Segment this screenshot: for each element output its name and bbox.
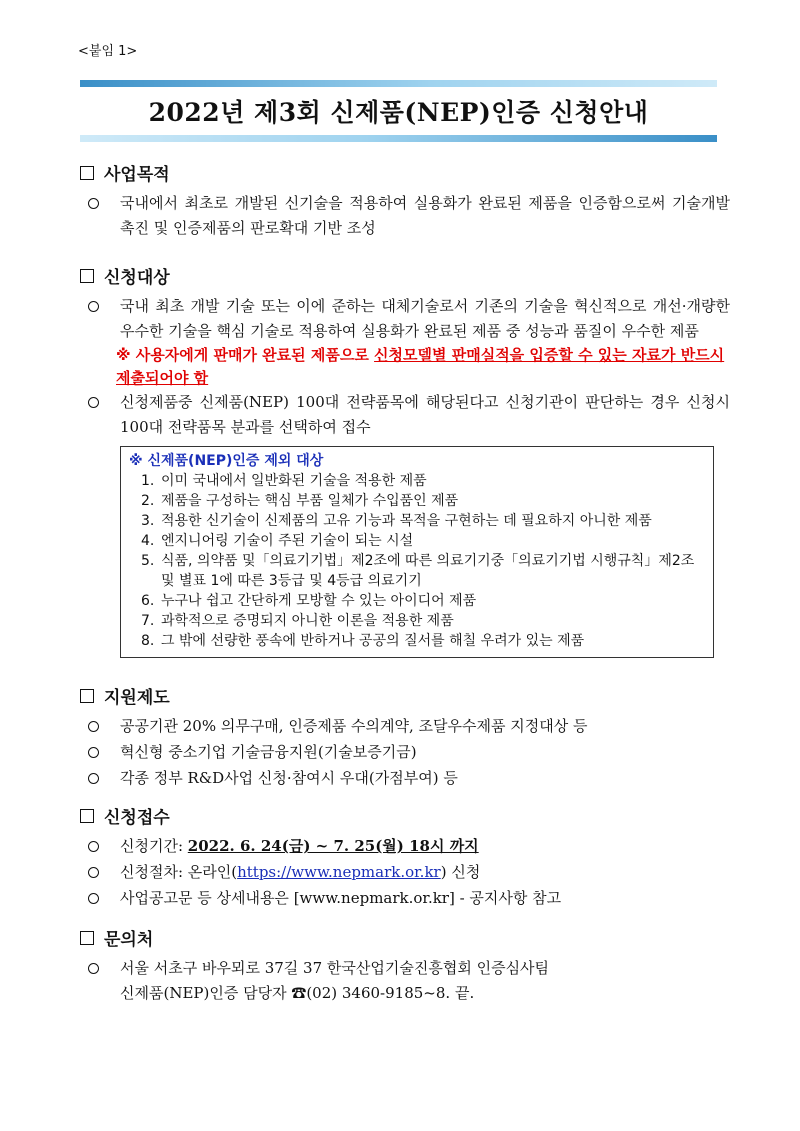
exclusion-number: 8. [141,633,155,649]
exclusion-list [129,471,705,651]
exclusion-item [129,591,705,611]
section-heading: 신청대상 [80,263,730,288]
exclusion-number: 2. [141,493,155,509]
circle-bullet-icon [88,397,99,408]
section-heading: 신청접수 [80,803,730,828]
section-heading: 지원제도 [80,683,730,708]
checkbox-square-icon [80,689,94,703]
exclusion-box [120,446,714,658]
section-purpose [80,160,730,241]
exclusion-item [129,531,705,551]
attachment-label: <붙임 1> [78,44,138,59]
section-application [80,803,730,912]
list-item: 각종 정부 R&D사업 신청·참여시 우대(가점부여) 등 [80,766,730,792]
exclusion-text: 그 밖에 선량한 풍속에 반하거나 공공의 질서를 해칠 우려가 있는 제품 [161,633,585,649]
exclusion-number: 5. [141,553,155,569]
title-block [80,80,717,142]
exclusion-text: 누구나 쉽고 간단하게 모방할 수 있는 아이디어 제품 [161,593,477,609]
application-period: 2022. 6. 24(금) ~ 7. 25(월) 18시 까지 [187,837,479,855]
exclusion-item [129,511,705,531]
checkbox-square-icon [80,166,94,180]
circle-bullet-icon [88,198,99,209]
circle-bullet-icon [88,841,99,852]
list-item: 국내에서 최초로 개발된 신기술을 적용하여 실용화가 완료된 제품을 인증함으로써 기술개발 촉진 및 인증제품의 판로확대 기반 조성 [80,191,730,241]
exclusion-number: 6. [141,593,155,609]
checkbox-square-icon [80,809,94,823]
exclusion-number: 4. [141,533,155,549]
section-support [80,683,730,792]
warning-note: ※ 사용자에게 판매가 완료된 제품으로 신청모델별 판매실적을 입증할 수 있는 자료가 반드시 제출되어야 함 [116,346,725,387]
section-heading: 사업목적 [80,160,730,185]
circle-bullet-icon [88,301,99,312]
section-target [80,263,730,658]
nepmark-link[interactable]: https://www.nepmark.or.kr [237,863,441,881]
circle-bullet-icon [88,747,99,758]
circle-bullet-icon [88,867,99,878]
exclusion-item [129,471,705,491]
list-item: 사업공고문 등 상세내용은 [www.nepmark.or.kr] - 공지사항 참고 [80,886,730,912]
title-bar-top [80,80,717,87]
page-title: 2022년 제3회 신제품(NEP)인증 신청안내 [148,98,649,127]
checkbox-square-icon [80,931,94,945]
title-bar-bottom [80,135,717,142]
list-item: 신청제품중 신제품(NEP) 100대 전략품목에 해당된다고 신청기관이 판단하는 경우 신청시 100대 전략품목 분과를 선택하여 접수 [80,390,730,440]
exclusion-item [129,491,705,511]
circle-bullet-icon [88,963,99,974]
exclusion-number: 3. [141,513,155,529]
checkbox-square-icon [80,269,94,283]
list-item: 혁신형 중소기업 기술금융지원(기술보증기금) [80,740,730,766]
exclusion-number: 7. [141,613,155,629]
exclusion-text: 식품, 의약품 및「의료기기법」제2조에 따른 의료기기중「의료기기법 시행규칙」제2조 및 별표 1에 따른 3등급 및 4등급 의료기기 [161,553,695,589]
exclusion-heading: ※ 신제품(NEP)인증 제외 대상 [129,453,324,469]
list-item: 국내 최초 개발 기술 또는 이에 준하는 대체기술로서 기존의 기술을 혁신적으로 개선·개량한 우수한 기술을 핵심 기술로 적용하여 실용화가 완료된 제품 중 성능과 품질이 우수한 제품 [80,294,730,344]
circle-bullet-icon [88,721,99,732]
exclusion-item [129,551,705,591]
exclusion-text: 제품을 구성하는 핵심 부품 일체가 수입품인 제품 [161,493,459,509]
list-item: 신청절차: 온라인(https://www.nepmark.or.kr) 신청 [80,860,730,886]
list-item: 서울 서초구 바우뫼로 37길 37 한국산업기술진흥협회 인증심사팀 신제품(NEP)인증 담당자 ☎(02) 3460-9185~8. 끝. [80,956,730,1006]
exclusion-text: 엔지니어링 기술이 주된 기술이 되는 시설 [161,533,414,549]
section-heading: 문의처 [80,925,730,950]
exclusion-item [129,631,705,651]
exclusion-text: 적용한 신기술이 신제품의 고유 기능과 목적을 구현하는 데 필요하지 아니한 제품 [161,513,652,529]
list-item: 신청기간: 2022. 6. 24(금) ~ 7. 25(월) 18시 까지 [80,834,730,860]
exclusion-text: 과학적으로 증명되지 아니한 이론을 적용한 제품 [161,613,454,629]
circle-bullet-icon [88,773,99,784]
exclusion-text: 이미 국내에서 일반화된 기술을 적용한 제품 [161,473,427,489]
exclusion-number: 1. [141,473,155,489]
list-item: 공공기관 20% 의무구매, 인증제품 수의계약, 조달우수제품 지정대상 등 [80,714,730,740]
circle-bullet-icon [88,893,99,904]
section-contact [80,925,730,1006]
exclusion-item [129,611,705,631]
